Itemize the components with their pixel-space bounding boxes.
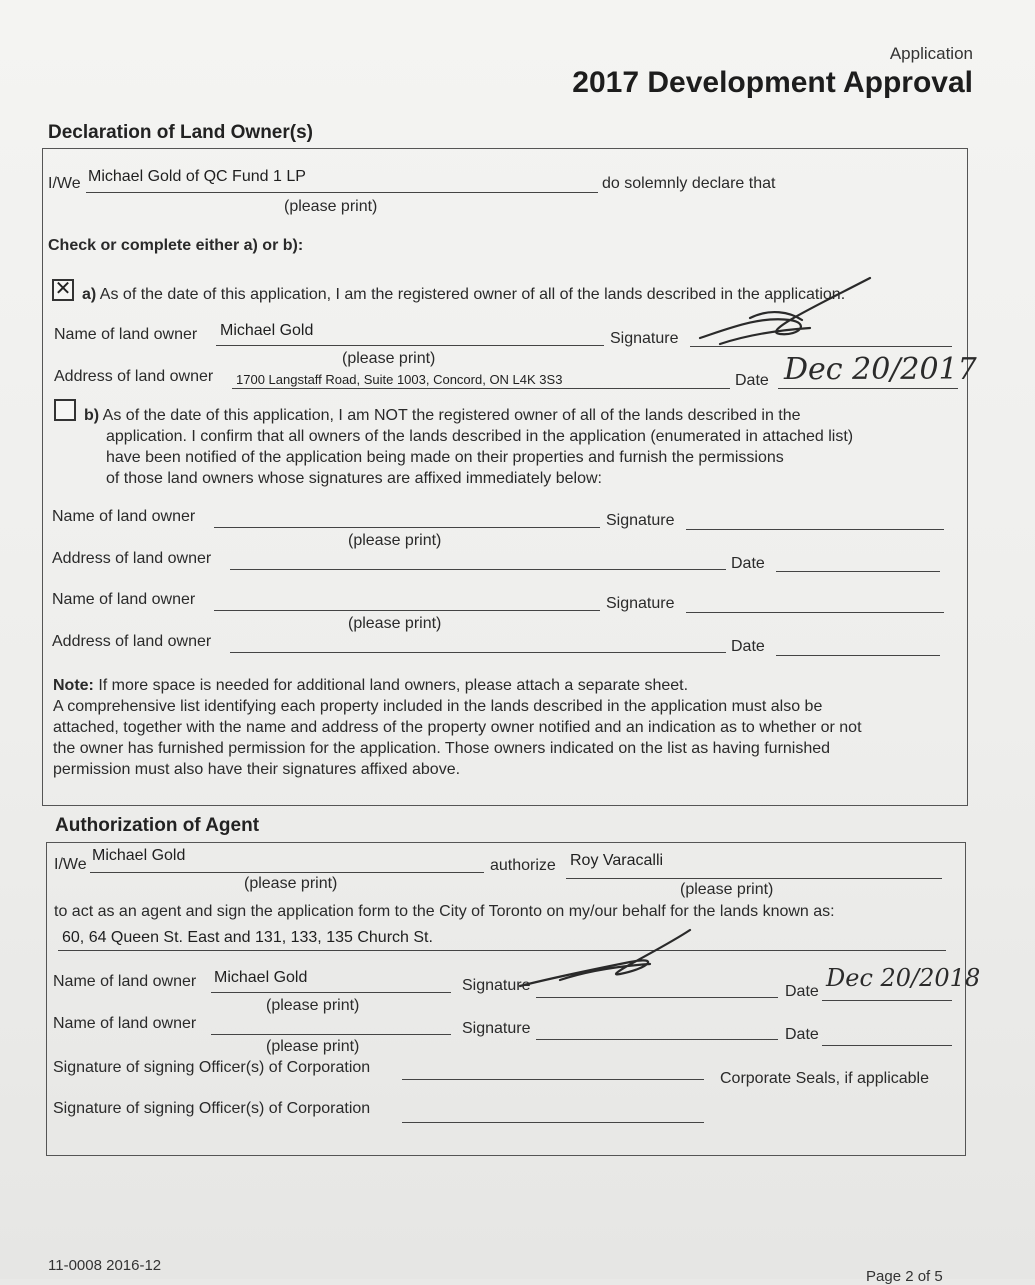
check-x-icon: ✕ xyxy=(54,278,72,300)
declaration-section-title: Declaration of Land Owner(s) xyxy=(48,122,313,143)
corporate-seals-label: Corporate Seals, if applicable xyxy=(720,1070,930,1087)
land-owner-address-underline xyxy=(232,388,730,389)
please-print-hint: (please print) xyxy=(680,881,774,898)
signature-field[interactable] xyxy=(536,1039,778,1040)
date-label: Date xyxy=(731,638,765,655)
iwe-underline xyxy=(90,872,484,873)
iwe-label: I/We xyxy=(54,856,87,873)
note-line2: A comprehensive list identifying each property included in the lands described in the application must also be xyxy=(53,698,823,715)
land-owner-name-label: Name of land owner xyxy=(52,508,196,525)
form-code: 11-0008 2016-12 xyxy=(48,1257,162,1274)
land-owner-name-field[interactable] xyxy=(214,610,600,611)
land-owner-address-label: Address of land owner xyxy=(52,633,212,650)
note-line3: attached, together with the name and address of the property owner notified and an indication as to whether or not xyxy=(53,719,862,736)
note-label: Note: xyxy=(53,677,94,694)
date-underline xyxy=(822,1000,952,1001)
please-print-hint: (please print) xyxy=(266,997,360,1014)
signature-label: Signature xyxy=(606,512,675,529)
option-b-checkbox[interactable] xyxy=(54,399,76,421)
option-a-checkbox[interactable] xyxy=(52,279,74,301)
officer-signature-label: Signature of signing Officer(s) of Corporation xyxy=(53,1100,371,1117)
solemnly-declare-text: do solemnly declare that xyxy=(602,175,776,192)
officer-signature-field[interactable] xyxy=(402,1079,704,1080)
land-owner-name-label: Name of land owner xyxy=(54,326,198,343)
officer-signature-label: Signature of signing Officer(s) of Corporation xyxy=(53,1059,371,1076)
land-owner-name-underline xyxy=(216,345,604,346)
option-a-letter: a) xyxy=(82,286,97,303)
date-label: Date xyxy=(731,555,765,572)
land-owner-address-field[interactable] xyxy=(230,652,726,653)
option-b-letter: b) xyxy=(84,407,100,424)
please-print-hint: (please print) xyxy=(284,198,378,215)
signature-label: Signature xyxy=(606,595,675,612)
date-field[interactable] xyxy=(776,571,940,572)
please-print-hint: (please print) xyxy=(348,532,442,549)
lands-known-as-value[interactable]: 60, 64 Queen St. East and 131, 133, 135 Church St. xyxy=(62,929,433,946)
land-owner-name-underline xyxy=(211,992,451,993)
please-print-hint: (please print) xyxy=(342,350,436,367)
date-field[interactable] xyxy=(822,1045,952,1046)
signature-label: Signature xyxy=(462,1020,531,1037)
iwe-value[interactable]: Michael Gold xyxy=(92,847,186,864)
header-subtitle: Application xyxy=(889,44,973,63)
date-underline xyxy=(778,388,958,389)
signature-label: Signature xyxy=(462,977,531,994)
agent-act-text: to act as an agent and sign the application form to the City of Toronto on my/our behalf for the lands known as: xyxy=(54,903,835,920)
agent-name-value[interactable]: Roy Varacalli xyxy=(570,852,664,869)
please-print-hint: (please print) xyxy=(348,615,442,632)
owner-signature-scribble xyxy=(690,268,890,364)
note-line1: If more space is needed for additional land owners, please attach a separate sheet. xyxy=(98,677,689,694)
land-owner-name-field[interactable] xyxy=(214,527,600,528)
iwe-label: I/We xyxy=(48,175,81,192)
option-b-line3: have been notified of the application being made on their properties and furnish the permissions xyxy=(106,449,784,466)
option-a-statement: As of the date of this application, I am the registered owner of all of the lands described in the application. xyxy=(99,286,846,303)
option-b-text xyxy=(84,405,853,489)
authorize-label: authorize xyxy=(490,857,556,874)
land-owner-address-label: Address of land owner xyxy=(52,550,212,567)
land-owner-name-label: Name of land owner xyxy=(53,973,197,990)
option-b-line4: of those land owners whose signatures are affixed immediately below: xyxy=(106,470,602,487)
land-owner-address-label: Address of land owner xyxy=(54,368,214,385)
land-owner-address-value[interactable]: 1700 Langstaff Road, Suite 1003, Concord, ON L4K 3S3 xyxy=(236,372,563,387)
iwe-value[interactable]: Michael Gold of QC Fund 1 LP xyxy=(88,168,306,185)
land-owner-address-field[interactable] xyxy=(230,569,726,570)
land-owner-name-label: Name of land owner xyxy=(52,591,196,608)
signature-label: Signature xyxy=(610,330,679,347)
handwritten-date: Dec 20/2018 xyxy=(826,964,981,992)
page-number: Page 2 of 5 xyxy=(866,1268,943,1285)
check-instruction: Check or complete either a) or b): xyxy=(48,237,304,254)
option-b-line2: application. I confirm that all owners of the lands described in the application (enumerated in attached list) xyxy=(106,428,854,445)
iwe-underline xyxy=(86,192,598,193)
option-b-line1: As of the date of this application, I am NOT the registered owner of all of the lands described in the xyxy=(102,407,801,424)
date-label: Date xyxy=(785,1026,819,1043)
land-owner-name-field[interactable] xyxy=(211,1034,451,1035)
please-print-hint: (please print) xyxy=(244,875,338,892)
land-owner-name-label: Name of land owner xyxy=(53,1015,197,1032)
agent-signature-scribble xyxy=(500,920,700,1000)
date-label: Date xyxy=(785,983,819,1000)
date-label: Date xyxy=(735,372,769,389)
page-title: 2017 Development Approval xyxy=(572,66,973,99)
please-print-hint: (please print) xyxy=(266,1038,360,1055)
signature-field[interactable] xyxy=(686,612,944,613)
land-owner-name-value[interactable]: Michael Gold xyxy=(220,322,314,339)
note-paragraph xyxy=(53,675,862,780)
agent-name-underline xyxy=(566,878,942,879)
signature-field[interactable] xyxy=(686,529,944,530)
note-line4: the owner has furnished permission for the application. Those owners indicated on the list as having furnished xyxy=(53,740,831,757)
note-line5: permission must also have their signatures affixed above. xyxy=(53,761,461,778)
handwritten-date: Dec 20/2017 xyxy=(784,352,977,387)
authorization-section-title: Authorization of Agent xyxy=(55,815,260,836)
officer-signature-field[interactable] xyxy=(402,1122,704,1123)
date-field[interactable] xyxy=(776,655,940,656)
land-owner-name-value[interactable]: Michael Gold xyxy=(214,969,308,986)
